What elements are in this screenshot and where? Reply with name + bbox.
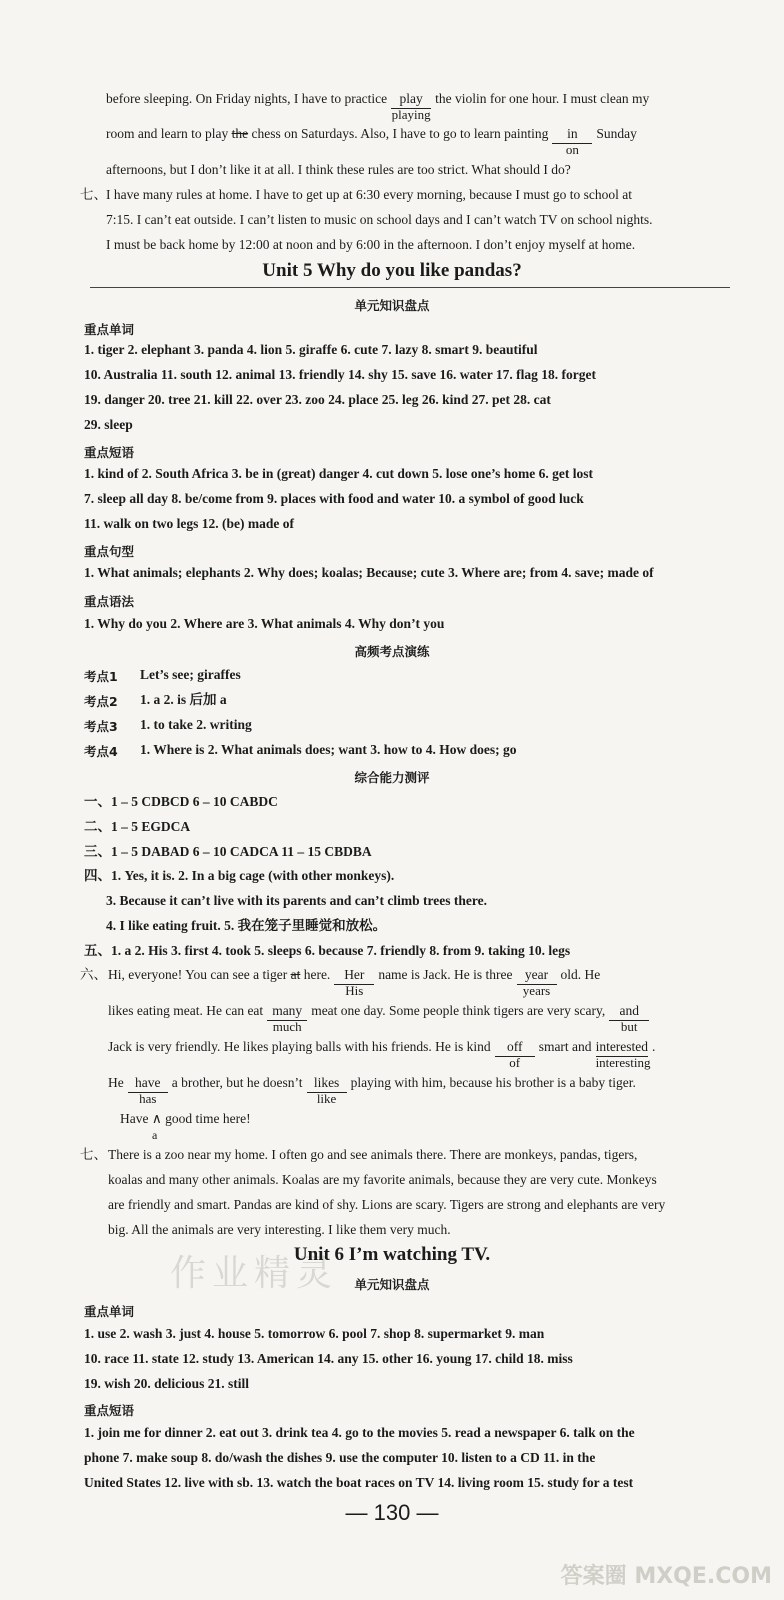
text-line: Jack is very friendly. He likes playing balls with his friends. He is kind off of smart and interested interesting . bbox=[108, 1039, 656, 1070]
point-label: 考点1 bbox=[84, 669, 118, 684]
text-line: big. All the animals are very interesting. I like them very much. bbox=[108, 1222, 451, 1237]
subheading: 重点语法 bbox=[84, 594, 135, 609]
answer-blank: likes like bbox=[307, 1074, 347, 1093]
text-line: 四、1. Yes, it is. 2. In a big cage (with other monkeys). bbox=[84, 868, 395, 883]
correction: a bbox=[152, 1128, 158, 1142]
text-line: 10. Australia 11. south 12. animal 13. friendly 14. shy 15. save 16. water 17. flag 18. forget bbox=[84, 367, 596, 382]
text-line: United States 12. live with sb. 13. watch the boat races on TV 14. living room 15. study for a test bbox=[84, 1475, 634, 1490]
section-heading: 高频考点演练 bbox=[354, 644, 430, 659]
text-line: before sleeping. On Friday nights, I have to practice play playing the violin for one hour. I must clean my bbox=[106, 91, 650, 122]
answer-blank: have has bbox=[128, 1074, 168, 1093]
text-line: 19. danger 20. tree 21. kill 22. over 23. zoo 24. place 25. leg 26. kind 27. pet 28. cat bbox=[84, 392, 551, 407]
text-line: 一、1 – 5 CDBCD 6 – 10 CABDC bbox=[84, 794, 278, 809]
text-line: 1. join me for dinner 2. eat out 3. drink tea 4. go to the movies 5. read a newspaper 6. talk on the bbox=[84, 1425, 635, 1440]
text-line: 1. a 2. is 后加 a bbox=[140, 692, 227, 707]
answer-blank: interested interesting bbox=[595, 1039, 651, 1070]
answer-blank: year years bbox=[517, 966, 557, 985]
subheading: 重点短语 bbox=[84, 445, 135, 460]
section-heading: 综合能力测评 bbox=[354, 770, 430, 785]
text-line: 1. use 2. wash 3. just 4. house 5. tomorrow 6. pool 7. shop 8. supermarket 9. man bbox=[84, 1326, 545, 1341]
point-label: 考点2 bbox=[84, 694, 118, 709]
watermark: 作业精灵 bbox=[170, 1253, 339, 1294]
text-line: Let’s see; giraffes bbox=[140, 667, 241, 682]
subheading: 重点短语 bbox=[84, 1403, 135, 1418]
section-heading: 单元知识盘点 bbox=[354, 1277, 430, 1292]
text-line: 1. Why do you 2. Where are 3. What animals 4. Why don’t you bbox=[84, 616, 445, 631]
divider bbox=[90, 287, 730, 288]
text-line: There is a zoo near my home. I often go and see animals there. There are monkeys, pandas, tigers, bbox=[108, 1147, 638, 1162]
unit-title: Unit 5 Why do you like pandas? bbox=[262, 260, 522, 281]
text-line: 1. What animals; elephants 2. Why does; koalas; Because; cute 3. Where are; from 4. save; made of bbox=[84, 565, 654, 580]
question-number: 七、 bbox=[80, 187, 107, 202]
point-label: 考点4 bbox=[84, 744, 118, 759]
text-line: 二、1 – 5 EGDCA bbox=[84, 819, 191, 834]
answer-blank: Her His bbox=[334, 966, 374, 985]
text-line: 7. sleep all day 8. be/come from 9. places with food and water 10. a symbol of good luck bbox=[84, 491, 584, 506]
text-line: 三、1 – 5 DABAD 6 – 10 CADCA 11 – 15 CBDBA bbox=[84, 844, 372, 859]
subheading: 重点单词 bbox=[84, 322, 135, 337]
text-line: 五、1. a 2. His 3. first 4. took 5. sleeps 6. because 7. friendly 8. from 9. taking 10. legs bbox=[84, 943, 571, 958]
text-line: phone 7. make soup 8. do/wash the dishes 9. use the computer 10. listen to a CD 11. in the bbox=[84, 1450, 596, 1465]
text-line: afternoons, but I don’t like it at all. I think these rules are too strict. What should I do? bbox=[106, 162, 571, 177]
answer-blank: many much bbox=[267, 1002, 307, 1021]
question-number: 六、 bbox=[80, 967, 107, 982]
answer-blank: off of bbox=[495, 1038, 535, 1057]
text-line: room and learn to play the chess on Saturdays. Also, I have to go to learn painting in on Sunday bbox=[106, 126, 637, 157]
unit-title: Unit 6 I’m watching TV. bbox=[293, 1244, 491, 1265]
text-line: 3. Because it can’t live with its parents and can’t climb trees there. bbox=[106, 893, 487, 908]
text-line: 4. I like eating fruit. 5. 我在笼子里睡觉和放松。 bbox=[106, 918, 387, 933]
answer-blank: and but bbox=[609, 1002, 649, 1021]
point-label: 考点3 bbox=[84, 719, 118, 734]
subheading: 重点单词 bbox=[84, 1304, 135, 1319]
text-line: Hi, everyone! You can see a tiger at here. Her His name is Jack. He is three year years old. He bbox=[108, 967, 601, 998]
text-line: He have has a brother, but he doesn’t likes like playing with him, because his brother is a baby tiger. bbox=[108, 1075, 636, 1106]
text-line: 19. wish 20. delicious 21. still bbox=[84, 1376, 250, 1391]
text-line: are friendly and smart. Pandas are kind of shy. Lions are scary. Tigers are strong and elephants are very bbox=[108, 1197, 666, 1212]
answer-blank: in on bbox=[552, 125, 592, 144]
text-line: 1. Where is 2. What animals does; want 3. how to 4. How does; go bbox=[140, 742, 517, 757]
text-line: 11. walk on two legs 12. (be) made of bbox=[84, 516, 294, 531]
section-heading: 单元知识盘点 bbox=[354, 298, 430, 313]
text-line: I have many rules at home. I have to get up at 6:30 every morning, because I must go to school at bbox=[106, 187, 632, 202]
text-line: I must be back home by 12:00 at noon and by 6:00 in the afternoon. I don’t enjoy myself at home. bbox=[106, 237, 636, 252]
text-line: likes eating meat. He can eat many much meat one day. Some people think tigers are very scary, and but bbox=[108, 1002, 653, 1021]
text-line: 1. to take 2. writing bbox=[140, 717, 252, 732]
text-line: koalas and many other animals. Koalas are my favorite animals, because they are very cute. Monkeys bbox=[108, 1172, 657, 1187]
text-line: 10. race 11. state 12. study 13. American 14. any 15. other 16. young 17. child 18. miss bbox=[84, 1351, 573, 1366]
question-number: 七、 bbox=[80, 1147, 107, 1162]
text-line: 7:15. I can’t eat outside. I can’t listen to music on school days and I can’t watch TV on school nights. bbox=[106, 212, 653, 227]
page-number: — 130 — bbox=[345, 1500, 439, 1525]
text-line: Have ∧ good time here! bbox=[120, 1111, 251, 1126]
text-line: 1. tiger 2. elephant 3. panda 4. lion 5. giraffe 6. cute 7. lazy 8. smart 9. beautiful bbox=[84, 342, 538, 357]
text-line: 29. sleep bbox=[84, 417, 133, 432]
corner-watermark: 答案圈 MXQE.COM bbox=[560, 1564, 772, 1589]
answer-blank: play playing bbox=[391, 91, 431, 122]
subheading: 重点句型 bbox=[84, 544, 135, 559]
text-line: 1. kind of 2. South Africa 3. be in (great) danger 4. cut down 5. lose one’s home 6. get lost bbox=[84, 466, 594, 481]
